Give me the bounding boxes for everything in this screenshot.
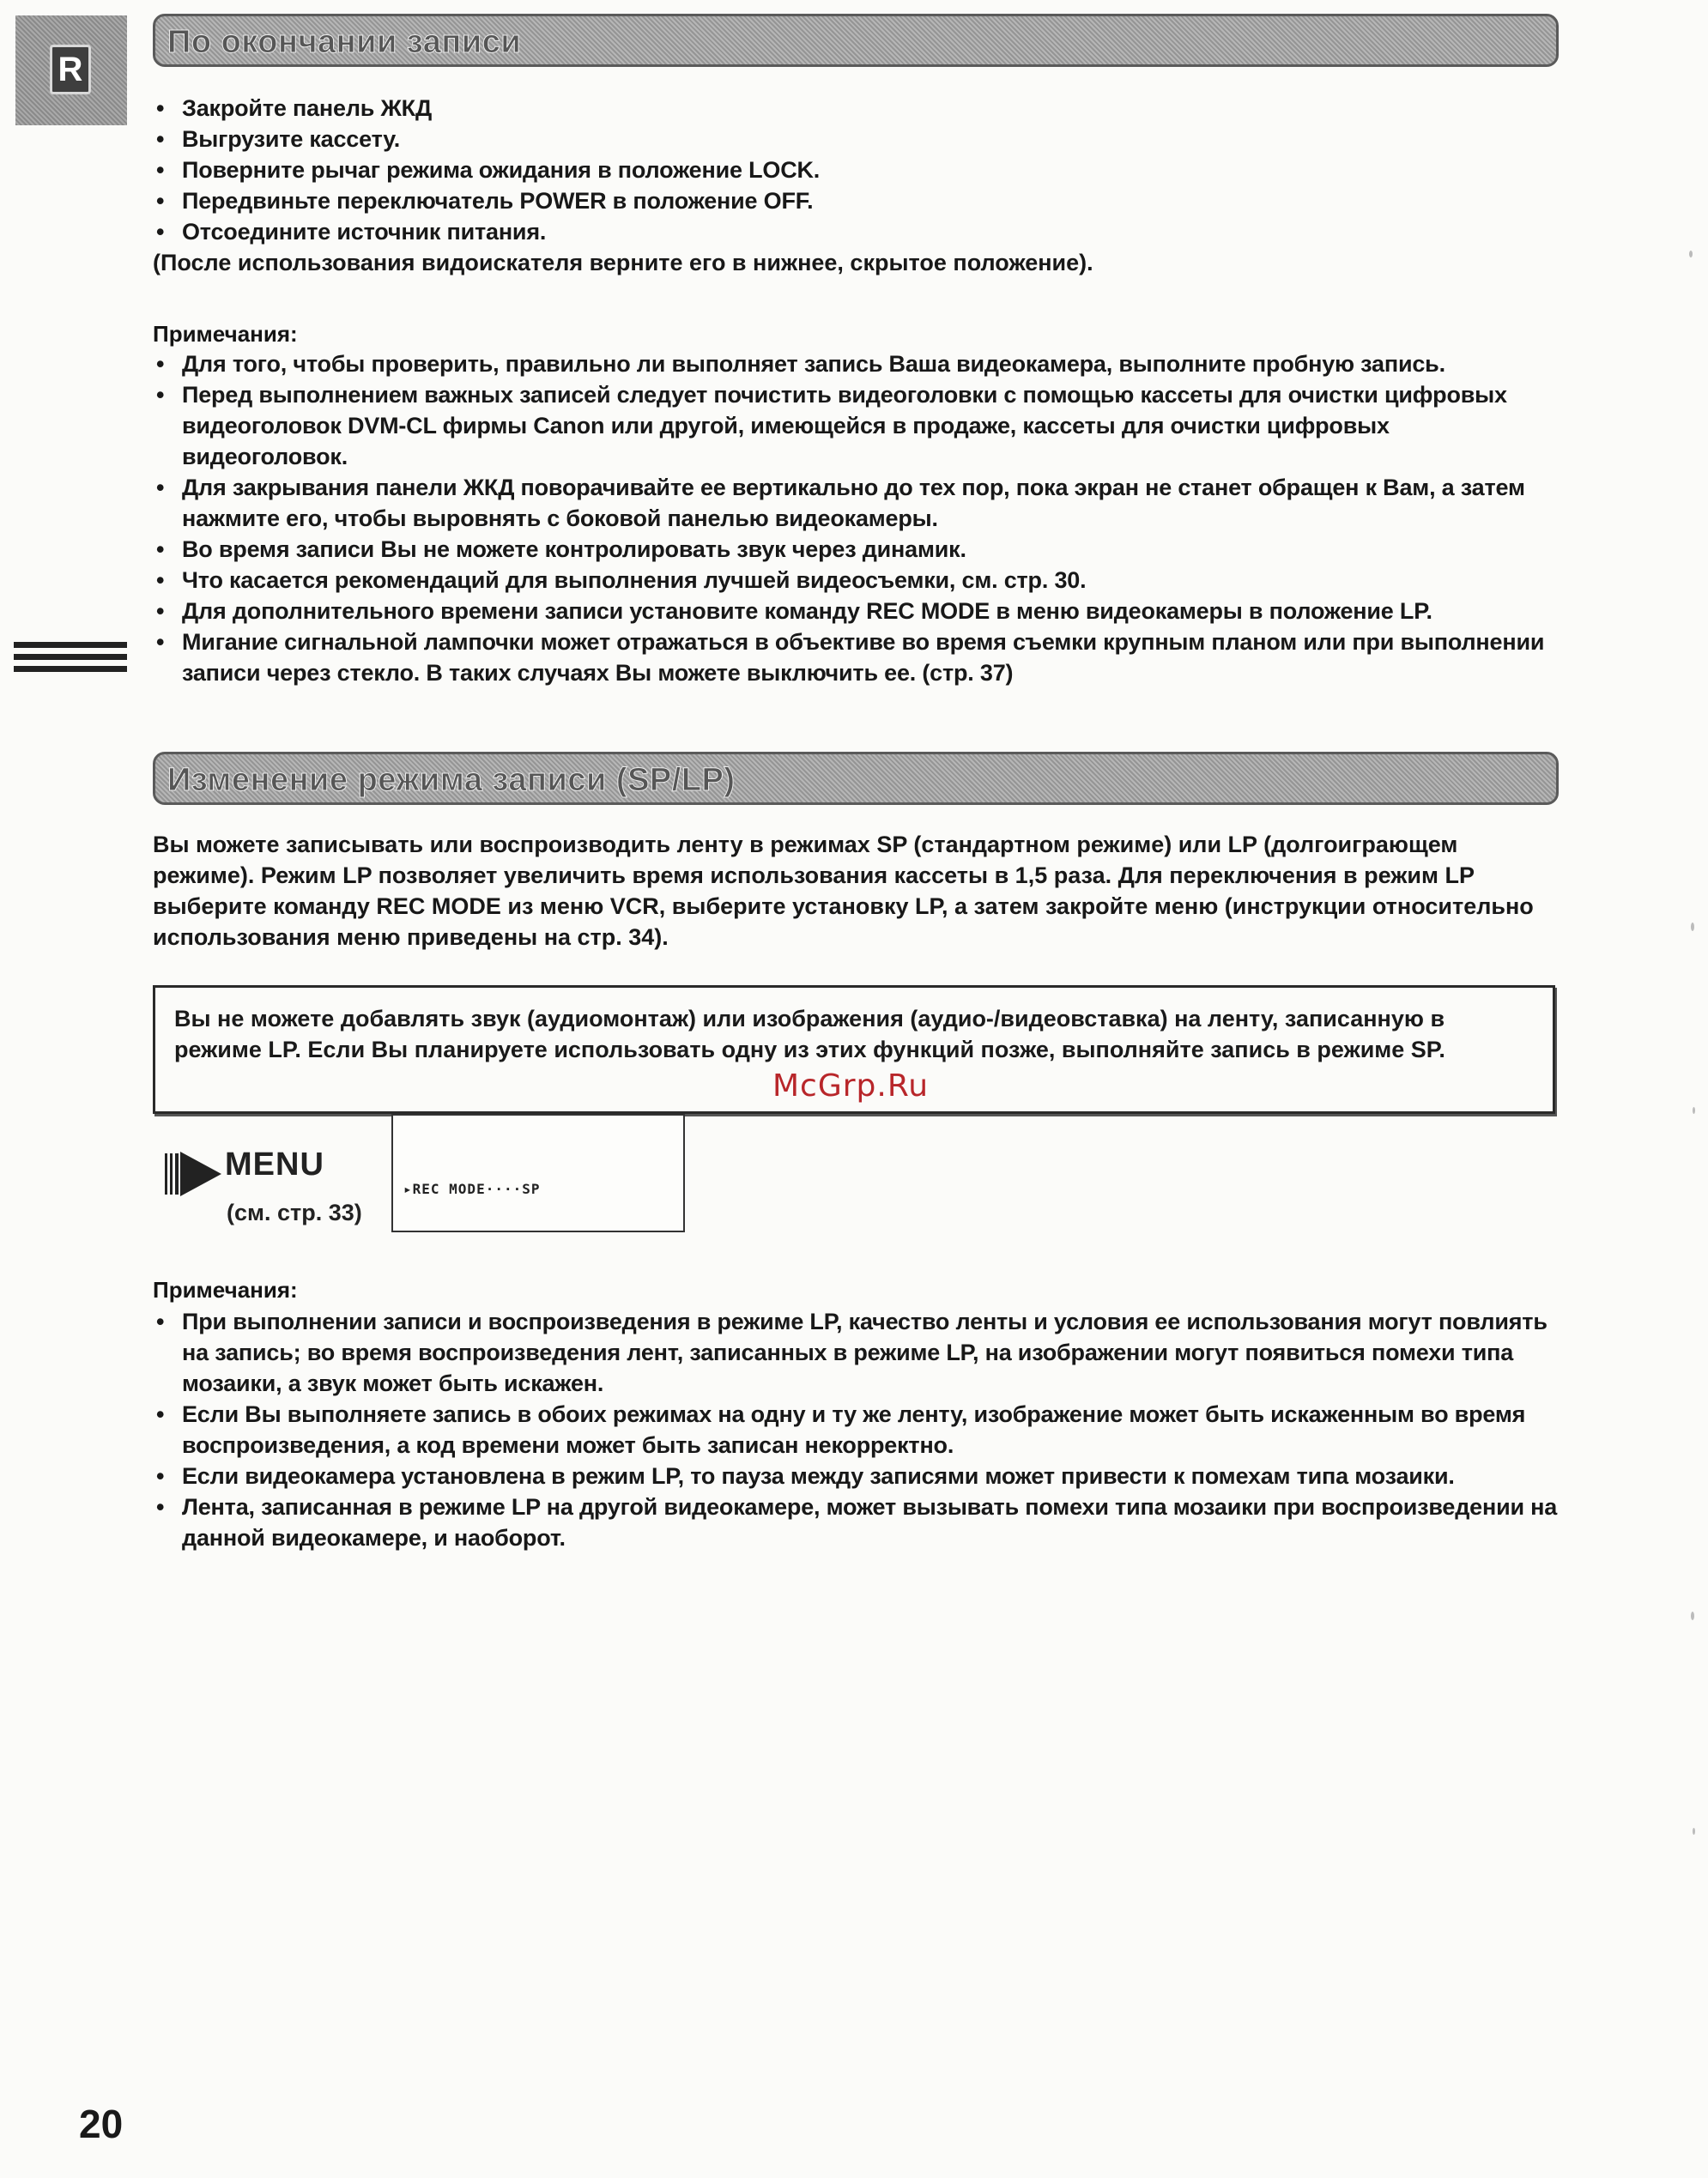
list-item: • Лента, записанная в режиме LP на другой видеокамере, может вызывать помехи типа мозаики при воспроизведении на данной видеокамере, и наоборот.	[153, 1491, 1560, 1553]
notes-list	[153, 1306, 1560, 1553]
menu-arrow-icon	[165, 1148, 221, 1200]
watermark: McGrp.Ru	[772, 1068, 930, 1104]
section-header-recording-mode	[153, 752, 1559, 805]
viewfinder-note: (После использования видоискателя верните его в нижнее, скрытое положение).	[153, 250, 1093, 275]
list-item: • Закройте панель ЖКД	[153, 93, 1560, 124]
page-number: 20	[79, 2102, 124, 2146]
notes-list	[153, 348, 1560, 688]
list-item: • Передвиньте переключатель POWER в положение OFF.	[153, 185, 1560, 216]
scan-speck	[1691, 923, 1694, 931]
section-title: По окончании записи	[167, 24, 522, 60]
list-item: • Для того, чтобы проверить, правильно ли выполняет запись Ваша видеокамера, выполните пробную запись.	[153, 348, 1560, 379]
scan-speck	[1691, 1612, 1694, 1620]
list-item: • Что касается рекомендаций для выполнения лучшей видеосъемки, см. стр. 30.	[153, 565, 1560, 596]
side-tab-lines	[14, 642, 127, 678]
scan-speck	[1689, 251, 1693, 257]
list-item: • Отсоедините источник питания.	[153, 216, 1560, 247]
list-item: • Выгрузите кассету.	[153, 124, 1560, 154]
menu-page-ref: (см. стр. 33)	[227, 1200, 362, 1225]
list-item: • Для закрывания панели ЖКД поворачивайте ее вертикально до тех пор, пока экран не станет обращен к Вам, а затем нажмите его, чтобы выровнять с боковой панелью видеокамеры.	[153, 472, 1560, 534]
list-item: • Поверните рычаг режима ожидания в положение LOCK.	[153, 154, 1560, 185]
section-header-end-recording	[153, 14, 1559, 67]
list-item: • Для дополнительного времени записи установите команду REC MODE в меню видеокамеры в положение LP.	[153, 596, 1560, 626]
menu-label: MENU	[225, 1146, 324, 1183]
list-item: • Если Вы выполняете запись в обоих режимах на одну и ту же ленту, изображение может быть искаженным во время воспроизведения, а код времени может быть записан некорректно.	[153, 1399, 1560, 1461]
scan-speck	[1693, 1828, 1695, 1835]
recording-mode-intro: Вы можете записывать или воспроизводить ленту в режимах SP (стандартном режиме) или LP (долгоиграющем режиме). Режим LP позволяет увеличить время использования кассеты в 1,5 раза. Для переключения в режим LP выберите команду REC MODE из меню VCR, выберите установку LP, а затем закройте меню (инструкции относительно использования меню приведены на стр. 34).	[153, 832, 1534, 950]
list-item: • Перед выполнением важных записей следует почистить видеоголовки с помощью кассеты для очистки цифровых видеоголовок DVM-CL фирмы Canon или другой, имеющейся в продаже, кассеты для очистки цифровых видеоголовок.	[153, 379, 1560, 472]
list-item: • Если видеокамера установлена в режим LP, то пауза между записями может привести к помехам типа мозаики.	[153, 1461, 1560, 1491]
scan-speck	[1693, 1107, 1695, 1114]
end-recording-steps	[153, 93, 1560, 247]
lp-warning-box: Вы не можете добавлять звук (аудиомонтаж) или изображения (аудио-/видеовставка) на ленту, записанную в режиме LP. Если Вы планируете использовать одну из этих функций позже, выполняйте запись в режиме SP.	[153, 985, 1555, 1114]
section-title: Изменение режима записи (SP/LP)	[167, 762, 736, 798]
menu-display-text: ▸REC MODE····SP	[403, 1181, 541, 1197]
list-item: • При выполнении записи и воспроизведения в режиме LP, качество ленты и условия ее использования могут повлиять на запись; во время воспроизведения лент, записанных в режиме LP, на изображении могут появиться помехи типа мозаики, а звук может быть искажен.	[153, 1306, 1560, 1399]
notes-heading: Примечания:	[153, 1277, 298, 1303]
menu-display-box	[391, 1114, 685, 1232]
list-item: • Во время записи Вы не можете контролировать звук через динамик.	[153, 534, 1560, 565]
language-badge: R	[50, 45, 91, 94]
notes-heading: Примечания:	[153, 321, 298, 347]
list-item: • Мигание сигнальной лампочки может отражаться в объективе во время съемки крупным планом или при выполнении записи через стекло. В таких случаях Вы можете выключить ее. (стр. 37)	[153, 626, 1560, 688]
